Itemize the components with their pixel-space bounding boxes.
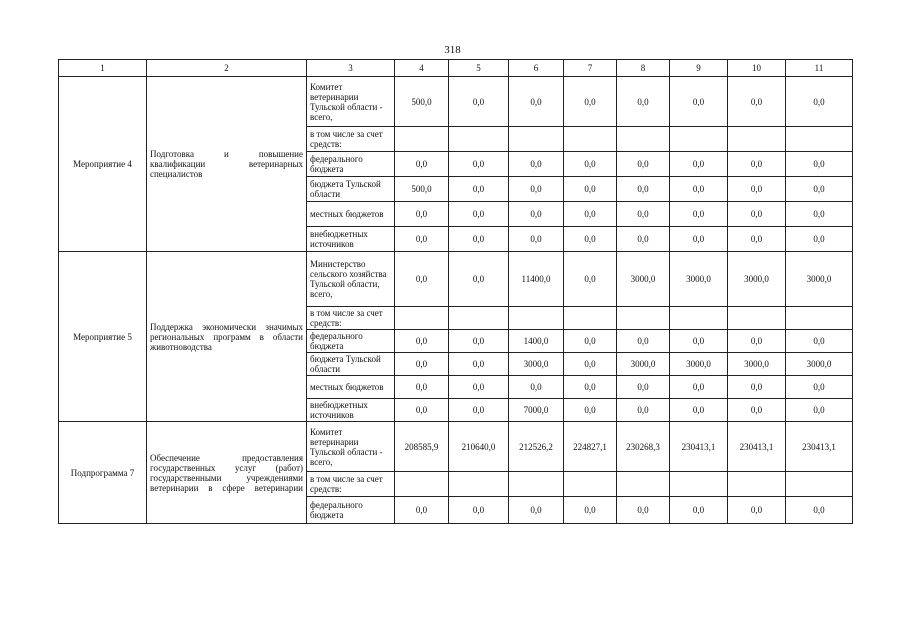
header-cell: 11 (786, 60, 853, 77)
value-cell: 0,0 (395, 376, 449, 399)
value-cell: 0,0 (564, 353, 617, 376)
value-cell (617, 472, 670, 497)
value-cell (728, 307, 786, 330)
value-cell: 0,0 (564, 497, 617, 524)
value-cell: 7000,0 (509, 399, 564, 422)
value-cell: 210640,0 (449, 422, 509, 472)
budget-table (58, 59, 853, 524)
value-cell: 230268,3 (617, 422, 670, 472)
value-cell: 0,0 (617, 177, 670, 202)
value-cell: 0,0 (449, 252, 509, 307)
value-cell: 0,0 (449, 152, 509, 177)
value-cell: 0,0 (786, 497, 853, 524)
section-title: Подготовка и повышение квалификации ветеринарных специалистов (147, 77, 307, 252)
value-cell: 0,0 (395, 399, 449, 422)
value-cell (509, 127, 564, 152)
value-cell: 0,0 (728, 202, 786, 227)
funding-source: Комитет ветеринарии Тульской области - всего, (307, 422, 395, 472)
value-cell: 0,0 (670, 497, 728, 524)
value-cell: 230413,1 (728, 422, 786, 472)
value-cell (449, 127, 509, 152)
value-cell: 0,0 (395, 353, 449, 376)
value-cell: 0,0 (670, 399, 728, 422)
section-title: Обеспечение предоставления государственных услуг (работ) государственными учреждениями ветеринарии в сфере ветеринарии (147, 422, 307, 524)
value-cell: 3000,0 (728, 252, 786, 307)
value-cell: 0,0 (449, 353, 509, 376)
value-cell (670, 127, 728, 152)
funding-source: внебюджетных источников (307, 399, 395, 422)
value-cell: 0,0 (670, 177, 728, 202)
value-cell: 0,0 (670, 227, 728, 252)
value-cell (509, 472, 564, 497)
value-cell: 0,0 (786, 376, 853, 399)
value-cell (395, 472, 449, 497)
value-cell: 0,0 (395, 252, 449, 307)
funding-source: федерального бюджета (307, 152, 395, 177)
value-cell (670, 472, 728, 497)
section-label: Подпрограмма 7 (59, 422, 147, 524)
value-cell: 230413,1 (670, 422, 728, 472)
value-cell: 0,0 (617, 330, 670, 353)
value-cell: 0,0 (564, 376, 617, 399)
value-cell (617, 127, 670, 152)
value-cell: 0,0 (449, 77, 509, 127)
value-cell: 0,0 (670, 330, 728, 353)
value-cell (509, 307, 564, 330)
value-cell: 3000,0 (786, 252, 853, 307)
value-cell: 1400,0 (509, 330, 564, 353)
value-cell: 0,0 (786, 152, 853, 177)
value-cell (728, 472, 786, 497)
value-cell (786, 307, 853, 330)
value-cell: 0,0 (728, 152, 786, 177)
value-cell: 0,0 (728, 330, 786, 353)
value-cell: 0,0 (395, 227, 449, 252)
value-cell (786, 127, 853, 152)
value-cell: 0,0 (509, 152, 564, 177)
value-cell: 0,0 (728, 77, 786, 127)
value-cell: 0,0 (564, 177, 617, 202)
value-cell: 0,0 (564, 399, 617, 422)
value-cell: 0,0 (670, 77, 728, 127)
value-cell: 0,0 (395, 202, 449, 227)
header-cell: 2 (147, 60, 307, 77)
value-cell (564, 127, 617, 152)
header-cell: 8 (617, 60, 670, 77)
value-cell: 0,0 (564, 227, 617, 252)
value-cell: 0,0 (670, 152, 728, 177)
funding-source: местных бюджетов (307, 202, 395, 227)
funding-source: в том числе за счет средств: (307, 472, 395, 497)
value-cell: 3000,0 (670, 353, 728, 376)
value-cell: 3000,0 (617, 252, 670, 307)
header-row (59, 60, 853, 77)
header-cell: 9 (670, 60, 728, 77)
funding-source: внебюджетных источников (307, 227, 395, 252)
value-cell: 0,0 (728, 177, 786, 202)
value-cell: 0,0 (786, 227, 853, 252)
value-cell: 0,0 (564, 152, 617, 177)
value-cell: 0,0 (449, 177, 509, 202)
value-cell (395, 307, 449, 330)
value-cell: 0,0 (786, 399, 853, 422)
funding-source: в том числе за счет средств: (307, 307, 395, 330)
funding-source: Министерство сельского хозяйства Тульской области, всего, (307, 252, 395, 307)
header-cell: 6 (509, 60, 564, 77)
value-cell: 0,0 (395, 497, 449, 524)
value-cell: 0,0 (449, 497, 509, 524)
value-cell: 0,0 (509, 177, 564, 202)
value-cell: 0,0 (786, 77, 853, 127)
table-row (59, 422, 853, 472)
header-cell: 5 (449, 60, 509, 77)
value-cell: 0,0 (670, 376, 728, 399)
value-cell: 0,0 (564, 202, 617, 227)
value-cell: 224827,1 (564, 422, 617, 472)
value-cell: 230413,1 (786, 422, 853, 472)
funding-source: бюджета Тульской области (307, 353, 395, 376)
value-cell: 0,0 (617, 227, 670, 252)
value-cell: 0,0 (728, 497, 786, 524)
value-cell: 0,0 (617, 77, 670, 127)
value-cell (395, 127, 449, 152)
value-cell (786, 472, 853, 497)
value-cell: 0,0 (786, 177, 853, 202)
value-cell: 0,0 (564, 77, 617, 127)
value-cell (728, 127, 786, 152)
value-cell: 0,0 (728, 399, 786, 422)
value-cell: 0,0 (617, 497, 670, 524)
section-title: Поддержка экономически значимых региональных программ в области животноводства (147, 252, 307, 422)
funding-source: федерального бюджета (307, 497, 395, 524)
value-cell: 0,0 (564, 330, 617, 353)
table-row (59, 77, 853, 127)
value-cell: 500,0 (395, 177, 449, 202)
value-cell: 0,0 (617, 152, 670, 177)
value-cell: 3000,0 (670, 252, 728, 307)
value-cell: 3000,0 (786, 353, 853, 376)
section-label: Мероприятие 5 (59, 252, 147, 422)
value-cell: 0,0 (728, 227, 786, 252)
funding-source: в том числе за счет средств: (307, 127, 395, 152)
value-cell: 0,0 (449, 376, 509, 399)
value-cell (617, 307, 670, 330)
value-cell: 0,0 (509, 77, 564, 127)
value-cell (449, 307, 509, 330)
value-cell: 0,0 (786, 330, 853, 353)
value-cell: 0,0 (449, 399, 509, 422)
section-label: Мероприятие 4 (59, 77, 147, 252)
value-cell: 0,0 (786, 202, 853, 227)
funding-source: Комитет ветеринарии Тульской области - всего, (307, 77, 395, 127)
header-cell: 10 (728, 60, 786, 77)
value-cell: 0,0 (395, 152, 449, 177)
value-cell: 500,0 (395, 77, 449, 127)
value-cell (670, 307, 728, 330)
value-cell: 3000,0 (509, 353, 564, 376)
funding-source: местных бюджетов (307, 376, 395, 399)
value-cell: 3000,0 (728, 353, 786, 376)
page-number: 318 (444, 44, 461, 56)
value-cell (449, 472, 509, 497)
table-body (59, 60, 853, 524)
funding-source: бюджета Тульской области (307, 177, 395, 202)
value-cell: 0,0 (564, 252, 617, 307)
value-cell: 212526,2 (509, 422, 564, 472)
value-cell: 0,0 (509, 202, 564, 227)
value-cell: 0,0 (509, 497, 564, 524)
header-cell: 1 (59, 60, 147, 77)
value-cell: 0,0 (509, 227, 564, 252)
value-cell: 0,0 (449, 227, 509, 252)
header-cell: 4 (395, 60, 449, 77)
value-cell: 0,0 (395, 330, 449, 353)
value-cell: 0,0 (617, 399, 670, 422)
value-cell: 0,0 (449, 330, 509, 353)
value-cell (564, 307, 617, 330)
value-cell: 0,0 (509, 376, 564, 399)
value-cell: 208585,9 (395, 422, 449, 472)
funding-source: федерального бюджета (307, 330, 395, 353)
value-cell: 0,0 (617, 202, 670, 227)
value-cell: 0,0 (728, 376, 786, 399)
value-cell: 0,0 (670, 202, 728, 227)
table-row (59, 252, 853, 307)
value-cell: 11400,0 (509, 252, 564, 307)
header-cell: 7 (564, 60, 617, 77)
value-cell (564, 472, 617, 497)
value-cell: 3000,0 (617, 353, 670, 376)
header-cell: 3 (307, 60, 395, 77)
value-cell: 0,0 (617, 376, 670, 399)
value-cell: 0,0 (449, 202, 509, 227)
